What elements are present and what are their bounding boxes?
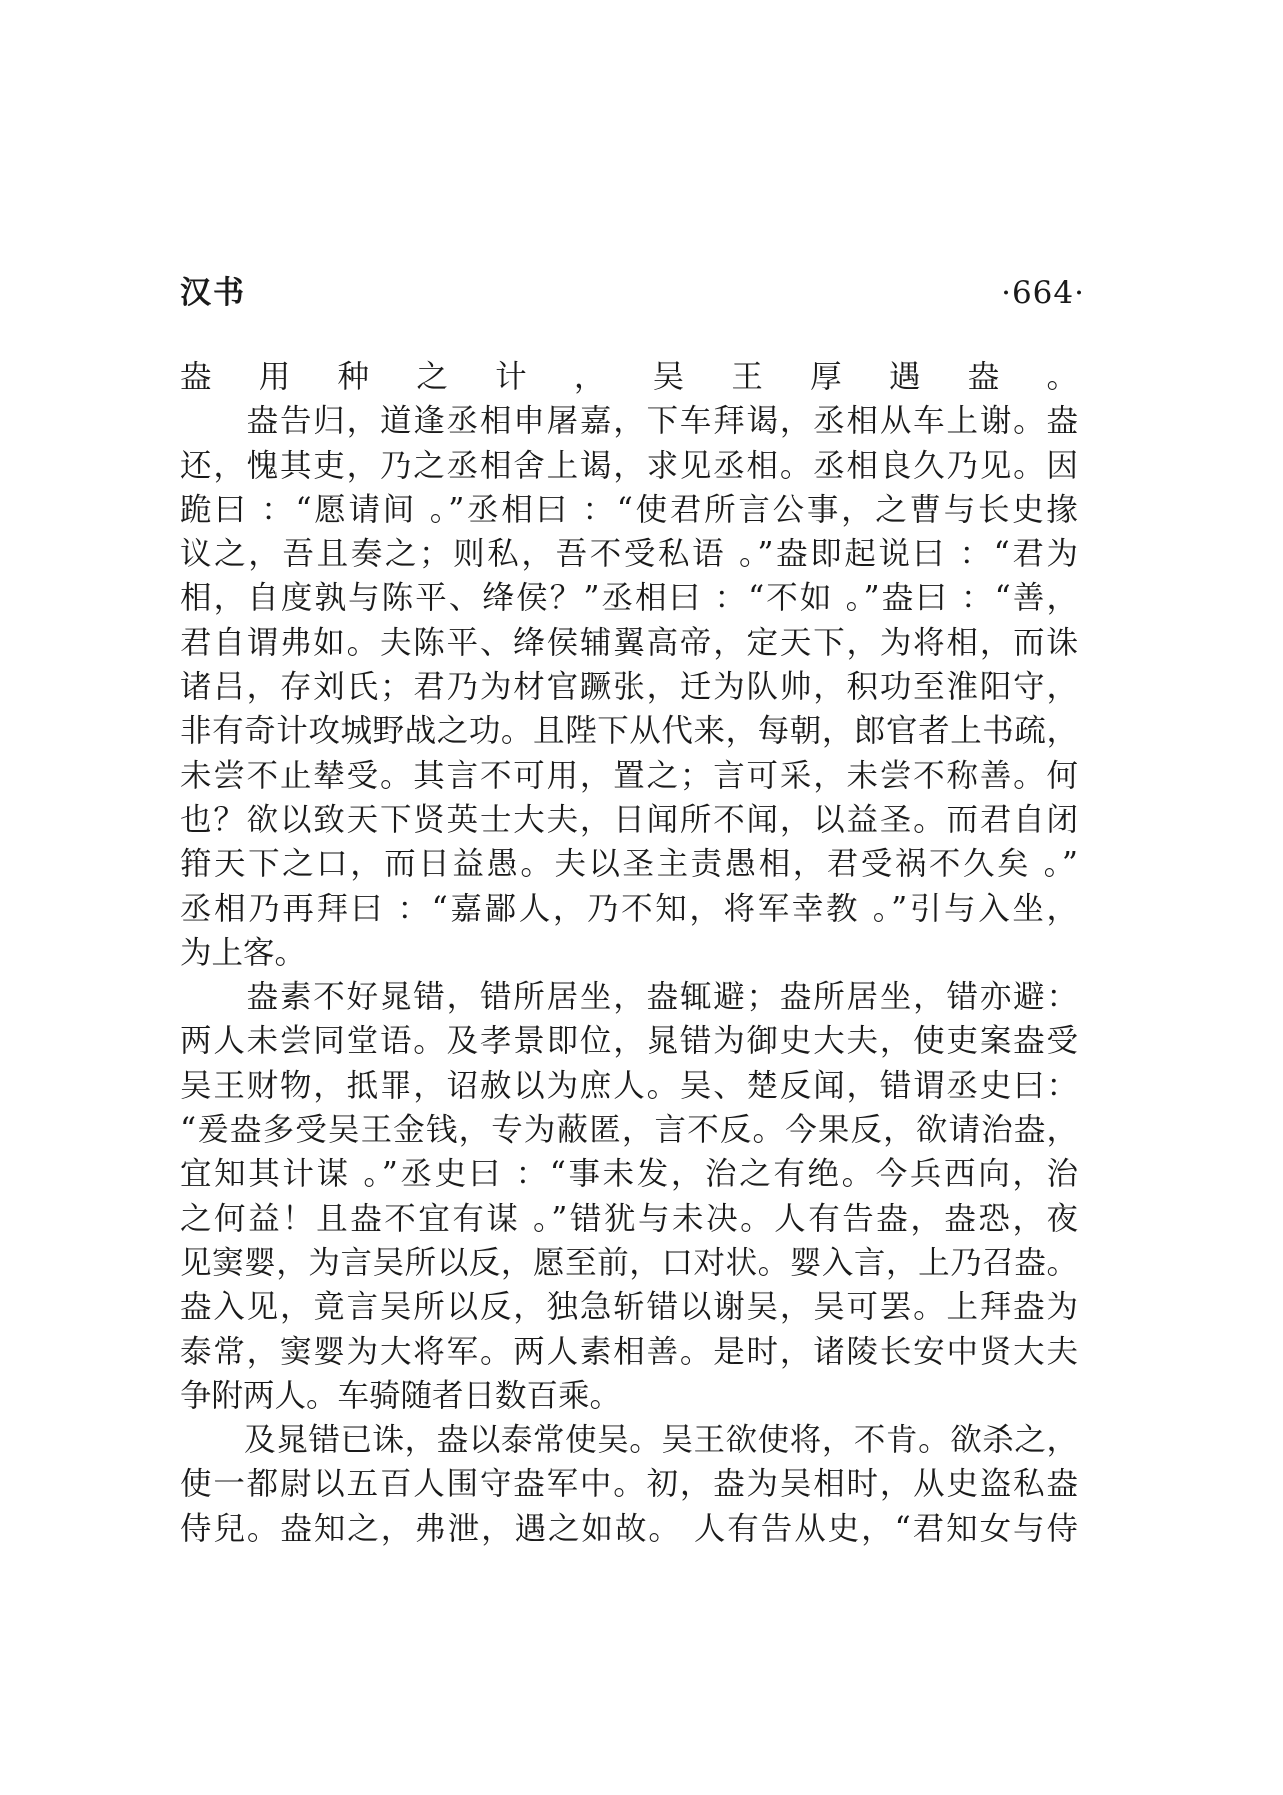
text-line: 诸吕，存刘氏；君乃为材官蹶张，迁为队帅，积功至淮阳守， (180, 669, 1078, 706)
page-number: ·664· (1001, 275, 1085, 311)
text-line: 侍兒。盎知之，弗泄，遇之如故。 人有告从史，“君知女与侍 (180, 1510, 1078, 1547)
text-line: 盎告归，道逢丞相申屠嘉，下车拜谒，丞相从车上谢。盎 (180, 403, 1078, 440)
text-line: 非有奇计攻城野战之功。且陛下从代来，每朝，郎官者上书疏， (180, 713, 1078, 750)
text-line: 为上客。 (180, 934, 307, 971)
text-line: 及晁错已诛，盎以泰常使吴。吴王欲使将，不肯。欲杀之， (180, 1422, 1078, 1459)
book-title: 汉书 (180, 275, 246, 311)
text-line: 议之，吾且奏之；则私，吾不受私语 。”盎即起说曰 ：“君为 (180, 536, 1078, 573)
text-line: 盎入见，竟言吴所以反，独急斩错以谢吴，吴可罢。上拜盎为 (180, 1289, 1078, 1326)
text-line: 箝天下之口，而日益愚。夫以圣主责愚相，君受祸不久矣 。” (180, 846, 1078, 883)
text-line: 盎素不好晁错，错所居坐，盎辄避；盎所居坐，错亦避： (180, 979, 1078, 1016)
text-line: “爰盎多受吴王金钱，专为蔽匿，言不反。今果反，欲请治盎， (180, 1112, 1078, 1149)
text-line: 使一都尉以五百人围守盎军中。初，盎为吴相时，从史盗私盎 (180, 1466, 1078, 1503)
text-line: 见窦婴，为言吴所以反，愿至前，口对状。婴入言，上乃召盎。 (180, 1244, 1078, 1281)
text-line: 也？欲以致天下贤英士大夫，日闻所不闻，以益圣。而君自闭 (180, 801, 1078, 838)
text-line: 争附两人。车骑随者日数百乘。 (180, 1377, 622, 1414)
text-line: 之何益！且盎不宜有谋 。”错犹与未决。人有告盎，盎恐，夜 (180, 1200, 1078, 1237)
text-line: 还，愧其吏，乃之丞相舍上谒，求见丞相。丞相良久乃见。因 (180, 447, 1078, 484)
text-line: 君自谓弗如。夫陈平、绛侯辅翼高帝，定天下，为将相，而诛 (180, 624, 1078, 661)
text-line: 两人未尝同堂语。及孝景即位，晁错为御史大夫，使吏案盎受 (180, 1023, 1078, 1060)
text-line: 宜知其计谋 。”丞史曰 ：“事未发，治之有绝。今兵西向，治 (180, 1156, 1078, 1193)
text-line: 相，自度孰与陈平、绛侯？”丞相曰 ：“不如 。”盎曰 ：“善， (180, 580, 1078, 617)
body-text (180, 355, 1078, 1551)
text-line: 跪曰 ：“愿请间 。”丞相曰 ：“使君所言公事，之曹与长史掾 (180, 491, 1078, 528)
text-line: 盎用种之计，吴王厚遇盎。 (180, 359, 1078, 395)
text-line: 泰常，窦婴为大将军。两人素相善。是时，诸陵长安中贤大夫 (180, 1333, 1078, 1370)
text-line: 吴王财物，抵罪，诏赦以为庶人。吴、楚反闻，错谓丞史曰： (180, 1067, 1078, 1104)
text-line: 丞相乃再拜曰 ：“嘉鄙人，乃不知，将军幸教 。”引与入坐， (180, 890, 1078, 927)
text-line: 未尝不止辇受。其言不可用，置之；言可采，未尝不称善。何 (180, 757, 1078, 794)
page-header (180, 272, 1085, 314)
